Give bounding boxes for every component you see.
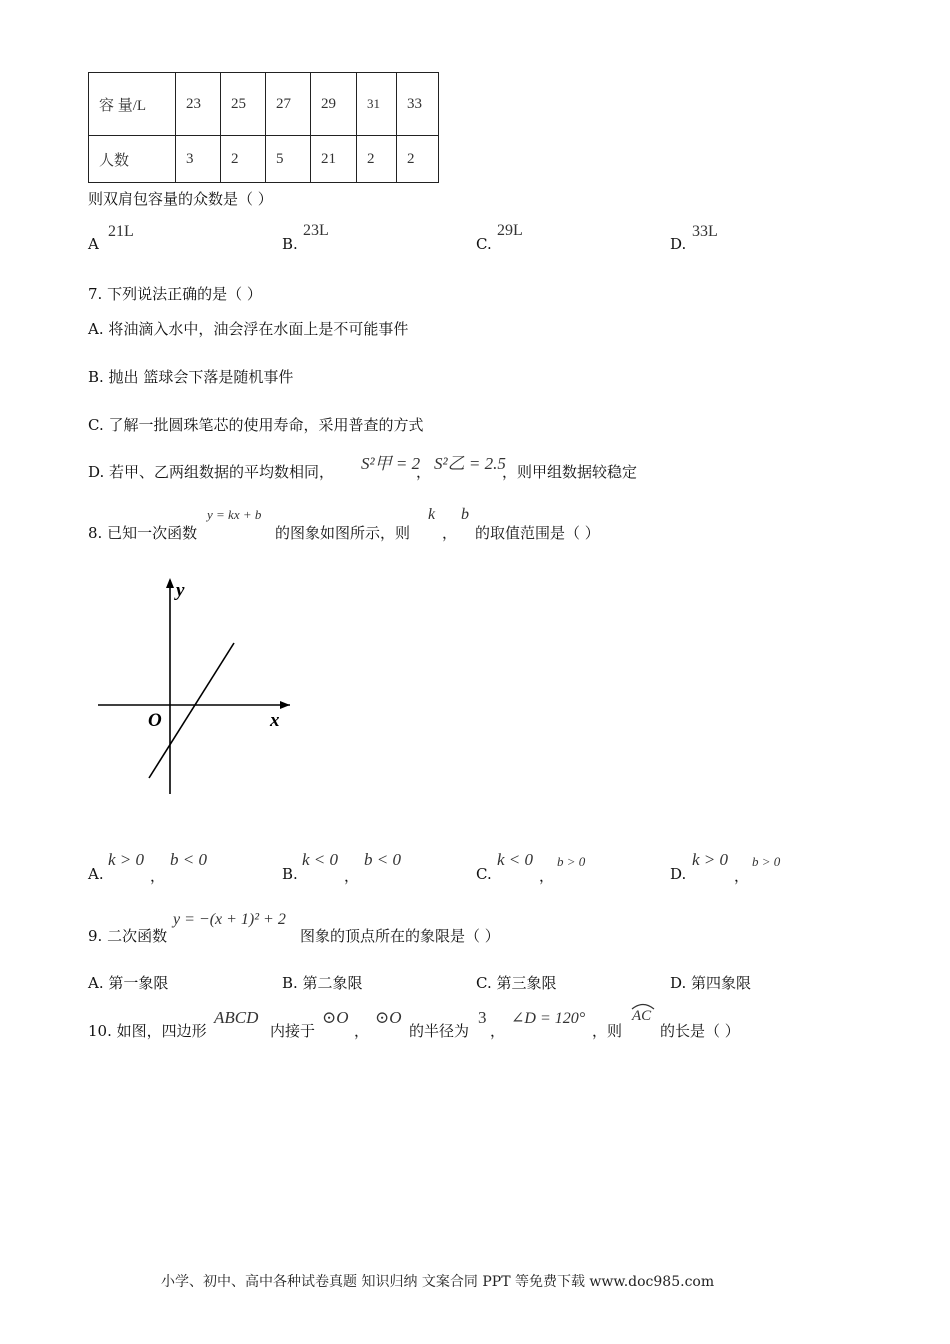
page-footer: 小学、初中、高中各种试卷真题 知识归纳 文案合同 PPT 等免费下载 www.doc985.com <box>161 1274 715 1290</box>
q10-circle-1: ⊙O <box>322 1008 349 1027</box>
q8-option-a-b: b < 0 <box>170 850 207 869</box>
function-line <box>149 643 234 778</box>
q9-option-c: C. 第三象限 <box>476 974 557 992</box>
count-cell: 3 <box>176 136 221 183</box>
q9-stem-prefix: 9. 二次函数 <box>88 927 168 945</box>
q6-option-c-letter: C. <box>476 235 492 253</box>
q8-stem-mid: 的图象如图所示，则 <box>275 524 411 542</box>
q8-option-a-letter: A. <box>88 865 104 883</box>
q10-radius: 3 <box>478 1008 487 1027</box>
q8-option-d-letter: D. <box>670 865 687 883</box>
q8-option-d-b: b > 0 <box>752 854 781 869</box>
q8-option-b-b: b < 0 <box>364 850 401 869</box>
q9-option-d: D. 第四象限 <box>670 974 752 992</box>
q10-arc-label: AC <box>632 1008 652 1024</box>
q7-stem: 7. 下列说法正确的是（ ） <box>88 285 262 303</box>
table-row <box>89 136 439 183</box>
comma: ， <box>539 867 555 885</box>
q8-option-c-k: k < 0 <box>497 850 534 869</box>
q8-formula: y = kx + b <box>207 507 262 522</box>
count-cell: 21 <box>311 136 357 183</box>
q6-stem: 则双肩包容量的众数是（ ） <box>88 190 273 208</box>
people-label-cell: 人数 <box>89 136 176 183</box>
q7-option-b: B. 抛出 篮球会下落是随机事件 <box>88 368 294 386</box>
y-axis-label: y <box>176 580 185 601</box>
q8-stem-suffix: 的取值范围是（ ） <box>475 524 600 542</box>
q6-option-b-value: 23L <box>303 222 329 239</box>
comma: ， <box>150 867 166 885</box>
comma: ， <box>442 524 458 542</box>
q9-option-b: B. 第二象限 <box>282 974 363 992</box>
comma: ， <box>416 463 432 481</box>
q6-option-c-value: 29L <box>497 222 523 239</box>
q10-abcd: ABCD <box>214 1008 259 1027</box>
comma: ， <box>344 867 360 885</box>
comma: ， <box>354 1022 370 1040</box>
q8-k: k <box>428 506 436 523</box>
x-axis-label: x <box>270 710 280 731</box>
q6-option-d-letter: D. <box>670 235 687 253</box>
q8-b: b <box>461 506 469 523</box>
q9-stem-suffix: 图象的顶点所在的象限是（ ） <box>300 927 500 945</box>
q10-radius-text: 的半径为 <box>409 1022 470 1040</box>
q7-variance-yi: S²乙 = 2.5 <box>434 454 506 473</box>
q7-option-d-prefix: D. 若甲、乙两组数据的平均数相同， <box>88 463 335 481</box>
x-axis-arrow-icon <box>280 701 290 709</box>
q9-option-a: A. 第一象限 <box>88 974 169 992</box>
count-cell: 2 <box>357 136 397 183</box>
q7-variance-jia: S²甲 = 2 <box>361 454 421 473</box>
q10-prefix: 10. 如图，四边形 <box>88 1022 207 1040</box>
linear-function-graph <box>90 570 300 800</box>
comma: ， <box>734 867 750 885</box>
q6-option-b-letter: B. <box>282 235 298 253</box>
q8-option-b-letter: B. <box>282 865 298 883</box>
q6-option-a-letter: A <box>88 235 99 253</box>
count-cell: 5 <box>266 136 311 183</box>
q7-option-c: C. 了解一批圆珠笔芯的使用寿命，采用普查的方式 <box>88 416 424 434</box>
capacity-cell: 27 <box>266 73 311 136</box>
q8-option-a-k: k > 0 <box>108 850 145 869</box>
table-row <box>89 73 439 136</box>
count-cell: 2 <box>397 136 439 183</box>
q10-then: ，则 <box>592 1022 623 1040</box>
q6-option-d-value: 33L <box>692 223 718 240</box>
capacity-cell: 25 <box>221 73 266 136</box>
q8-option-c-b: b > 0 <box>557 854 586 869</box>
q8-option-b-k: k < 0 <box>302 850 339 869</box>
q7-option-a: A. 将油滴入水中，油会浮在水面上是不可能事件 <box>88 320 409 338</box>
comma: ， <box>490 1022 506 1040</box>
capacity-cell: 33 <box>397 73 439 136</box>
origin-label: O <box>148 710 162 731</box>
q8-option-d-k: k > 0 <box>692 850 729 869</box>
capacity-cell: 29 <box>311 73 357 136</box>
capacity-cell: 23 <box>176 73 221 136</box>
q10-circle-2: ⊙O <box>375 1008 402 1027</box>
q8-option-c-letter: C. <box>476 865 492 883</box>
q9-formula: y = −(x + 1)² + 2 <box>173 911 286 928</box>
q10-suffix: 的长是（ ） <box>660 1022 740 1040</box>
capacity-table <box>88 72 439 183</box>
capacity-cell: 31 <box>357 73 397 136</box>
header-cell: 容 量/L <box>89 73 176 136</box>
q10-angle: ∠D = 120° <box>511 1010 586 1027</box>
q6-option-a-value: 21L <box>108 223 134 240</box>
q7-option-d-suffix: ，则甲组数据较稳定 <box>502 463 638 481</box>
q8-stem-prefix: 8. 已知一次函数 <box>88 524 198 542</box>
q10-inscribed: 内接于 <box>270 1022 316 1040</box>
y-axis-arrow-icon <box>166 578 174 588</box>
count-cell: 2 <box>221 136 266 183</box>
